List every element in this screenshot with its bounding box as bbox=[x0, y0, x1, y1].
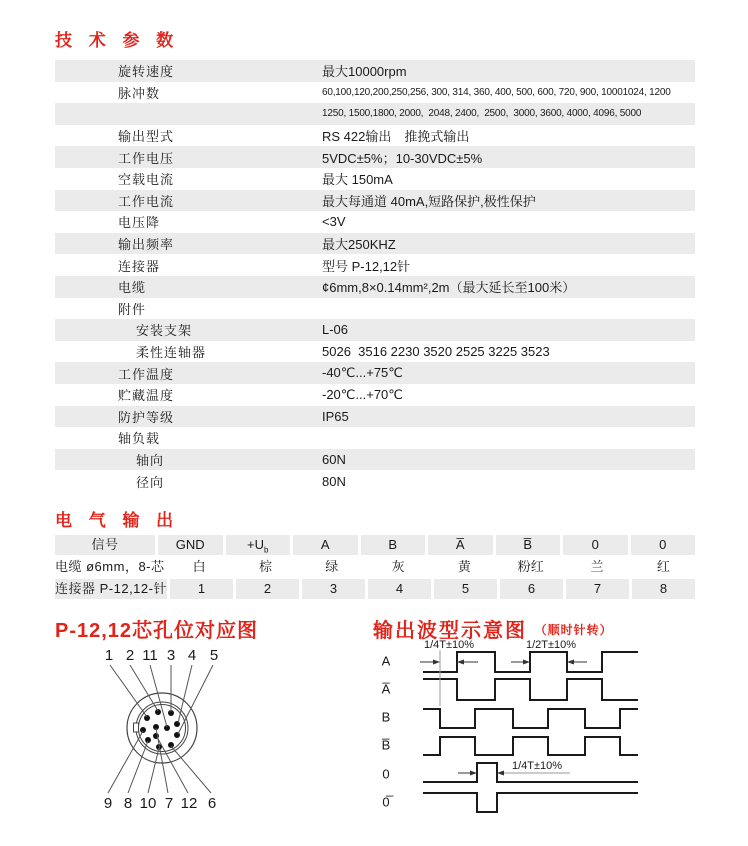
wire-color: 兰 bbox=[590, 559, 604, 574]
column-header: GND bbox=[158, 535, 223, 555]
zero-pulse-width-annotation: 1/4T±10% bbox=[511, 760, 563, 772]
pin-number: 7 bbox=[566, 579, 629, 599]
spec-value: 80N bbox=[322, 473, 346, 489]
column-header: 0 bbox=[563, 535, 628, 555]
pin-label: 8 bbox=[123, 795, 133, 812]
wire-color: 红 bbox=[656, 559, 670, 574]
spec-value: 5VDC±5%；10-30VDC±5% bbox=[322, 150, 483, 166]
ub-subscript: b bbox=[264, 545, 269, 555]
spec-label: 连接器 bbox=[118, 258, 161, 274]
key-notch bbox=[134, 723, 139, 732]
wire-color: 黄 bbox=[457, 559, 471, 574]
pin-number: 1 bbox=[170, 579, 233, 599]
pin-number: 2 bbox=[236, 579, 299, 599]
pin-number: 8 bbox=[632, 579, 695, 599]
spec-value: ¢6mm,8×0.14mm²,2m（最大延长至100米） bbox=[322, 280, 576, 296]
spec-label: 输出频率 bbox=[118, 237, 175, 253]
table-row bbox=[55, 427, 695, 449]
column-header: A bbox=[293, 535, 358, 555]
quarter-period-annotation: 1/4T±10% bbox=[423, 639, 475, 651]
table-row bbox=[55, 406, 695, 428]
wire-color: 粉红 bbox=[517, 559, 544, 574]
table-row-connector-pins bbox=[55, 579, 695, 599]
spec-label: 旋转速度 bbox=[118, 64, 175, 80]
table-row bbox=[55, 82, 695, 104]
spec-label: 径向 bbox=[136, 474, 165, 490]
column-header: 信号 bbox=[55, 535, 155, 555]
spec-label: 附件 bbox=[118, 301, 147, 317]
spec-label: 轴向 bbox=[136, 452, 165, 468]
technical-parameters-table bbox=[55, 60, 695, 492]
pin-number: 5 bbox=[434, 579, 497, 599]
table-row bbox=[55, 384, 695, 406]
spec-label: 电压降 bbox=[118, 215, 161, 231]
trace-zero-bar bbox=[423, 793, 638, 812]
table-row bbox=[55, 449, 695, 471]
trace-b-bar bbox=[423, 737, 638, 755]
pin-label: 10 bbox=[139, 795, 157, 812]
spec-label: 贮藏温度 bbox=[118, 388, 175, 404]
pin-label: 1 bbox=[104, 647, 114, 664]
wire-color: 灰 bbox=[391, 559, 405, 574]
wire-color: 棕 bbox=[258, 559, 272, 574]
spec-label: 空载电流 bbox=[118, 172, 175, 188]
waveform-subtitle-clockwise: （顺时针转） bbox=[534, 623, 613, 637]
output-waveform-diagram bbox=[370, 638, 658, 833]
channel-label-a: A bbox=[381, 653, 391, 669]
trace-a bbox=[423, 652, 638, 672]
channel-labels bbox=[382, 653, 394, 809]
spec-value: -20℃...+70℃ bbox=[322, 386, 403, 402]
channel-label-a-bar: A̅ bbox=[381, 681, 391, 697]
spec-value: RS 422输出 推挽式输出 bbox=[322, 129, 470, 145]
column-header: B bbox=[361, 535, 426, 555]
dimension-arrows bbox=[420, 660, 587, 776]
table-row bbox=[55, 233, 695, 255]
spec-value: 最大每通道 40mA,短路保护,极性保护 bbox=[322, 193, 536, 209]
section-title-pin-diagram: P-12,12芯孔位对应图 bbox=[55, 620, 259, 642]
wire-color: 绿 bbox=[325, 559, 339, 574]
channel-label-b-bar: B̅ bbox=[381, 737, 391, 753]
spec-value: 最大10000rpm bbox=[322, 64, 407, 80]
row-header: 电缆 ø6mm，8-芯 bbox=[55, 559, 165, 574]
pin-label: 3 bbox=[166, 647, 176, 664]
spec-value: 型号 P-12,12针 bbox=[322, 258, 411, 274]
table-row bbox=[55, 60, 695, 82]
table-row bbox=[55, 211, 695, 233]
trace-b bbox=[423, 709, 638, 728]
table-row bbox=[55, 470, 695, 492]
ub-main: +U bbox=[247, 537, 265, 552]
spec-label: 输出型式 bbox=[118, 129, 175, 145]
spec-label: 工作电流 bbox=[118, 193, 175, 209]
table-row bbox=[55, 125, 695, 147]
timing-annotations bbox=[424, 639, 576, 772]
spec-label: 轴负载 bbox=[118, 431, 161, 447]
trace-a-bar bbox=[423, 679, 638, 700]
pin-label: 11 bbox=[142, 647, 158, 664]
pin-label: 4 bbox=[187, 647, 197, 664]
waveform-traces bbox=[423, 652, 638, 812]
spec-label: 工作电压 bbox=[118, 150, 175, 166]
spec-label: 电缆 bbox=[118, 280, 147, 296]
pin-label: 5 bbox=[209, 647, 219, 664]
channel-label-zero: 0 bbox=[382, 766, 390, 782]
spec-value: L-06 bbox=[322, 322, 349, 338]
table-row bbox=[55, 190, 695, 212]
pin-label: 12 bbox=[180, 795, 198, 812]
pin-number: 3 bbox=[302, 579, 365, 599]
spec-label: 防护等级 bbox=[118, 409, 175, 425]
column-header: B̅ bbox=[496, 535, 561, 555]
pin-labels bbox=[104, 647, 218, 812]
table-row bbox=[55, 103, 695, 125]
spec-label: 柔性连轴器 bbox=[136, 345, 207, 361]
spec-value: 最大250KHZ bbox=[322, 237, 396, 253]
table-row bbox=[55, 341, 695, 363]
spec-value: 5026 3516 2230 3520 2525 3225 3523 bbox=[322, 344, 550, 360]
table-row bbox=[55, 168, 695, 190]
pin-number: 4 bbox=[368, 579, 431, 599]
section-title-electrical-output: 电 气 输 出 bbox=[55, 511, 180, 530]
table-header-row bbox=[55, 535, 695, 555]
spec-value: 60N bbox=[322, 451, 346, 467]
waveform-title-text: 输出波型示意图 bbox=[373, 620, 527, 642]
pin-label: 7 bbox=[164, 795, 174, 812]
connector-pin-diagram bbox=[48, 642, 273, 817]
column-header bbox=[226, 535, 291, 555]
row-header: 连接器 P-12,12-针 bbox=[55, 579, 167, 599]
pin-label: 9 bbox=[103, 795, 113, 812]
spec-label: 脉冲数 bbox=[118, 85, 161, 101]
pin-number: 6 bbox=[500, 579, 563, 599]
table-row bbox=[55, 362, 695, 384]
spec-label: 安装支架 bbox=[136, 323, 193, 339]
channel-label-b: B bbox=[381, 709, 391, 725]
table-row-cable-colors bbox=[55, 557, 695, 577]
spec-value: IP65 bbox=[322, 408, 349, 424]
half-period-annotation: 1/2T±10% bbox=[525, 639, 577, 651]
table-row bbox=[55, 254, 695, 276]
pin-label: 6 bbox=[207, 795, 217, 812]
section-title-technical-parameters: 技 术 参 数 bbox=[55, 31, 180, 50]
table-row bbox=[55, 276, 695, 298]
spec-value: 60,100,120,200,250,256, 300, 314, 360, 400, 500, 600, 720, 900, 10001024, 1200 bbox=[322, 86, 671, 98]
spec-value: 最大 150mA bbox=[322, 172, 393, 188]
wire-color: 白 bbox=[192, 559, 206, 574]
spec-label: 工作温度 bbox=[118, 366, 175, 382]
spec-value: 1250, 1500,1800, 2000, 2048, 2400, 2500, 3000, 3600, 4000, 4096, 5000 bbox=[322, 108, 642, 120]
spec-value: -40℃...+75℃ bbox=[322, 365, 403, 381]
pin-label: 2 bbox=[125, 647, 135, 664]
column-header: 0 bbox=[631, 535, 696, 555]
channel-label-zero-bar: 0̅ bbox=[382, 794, 390, 810]
table-row bbox=[55, 319, 695, 341]
table-row bbox=[55, 146, 695, 168]
spec-value: <3V bbox=[322, 214, 346, 230]
electrical-output-table bbox=[55, 535, 695, 601]
table-row bbox=[55, 298, 695, 320]
column-header: A̅ bbox=[428, 535, 493, 555]
